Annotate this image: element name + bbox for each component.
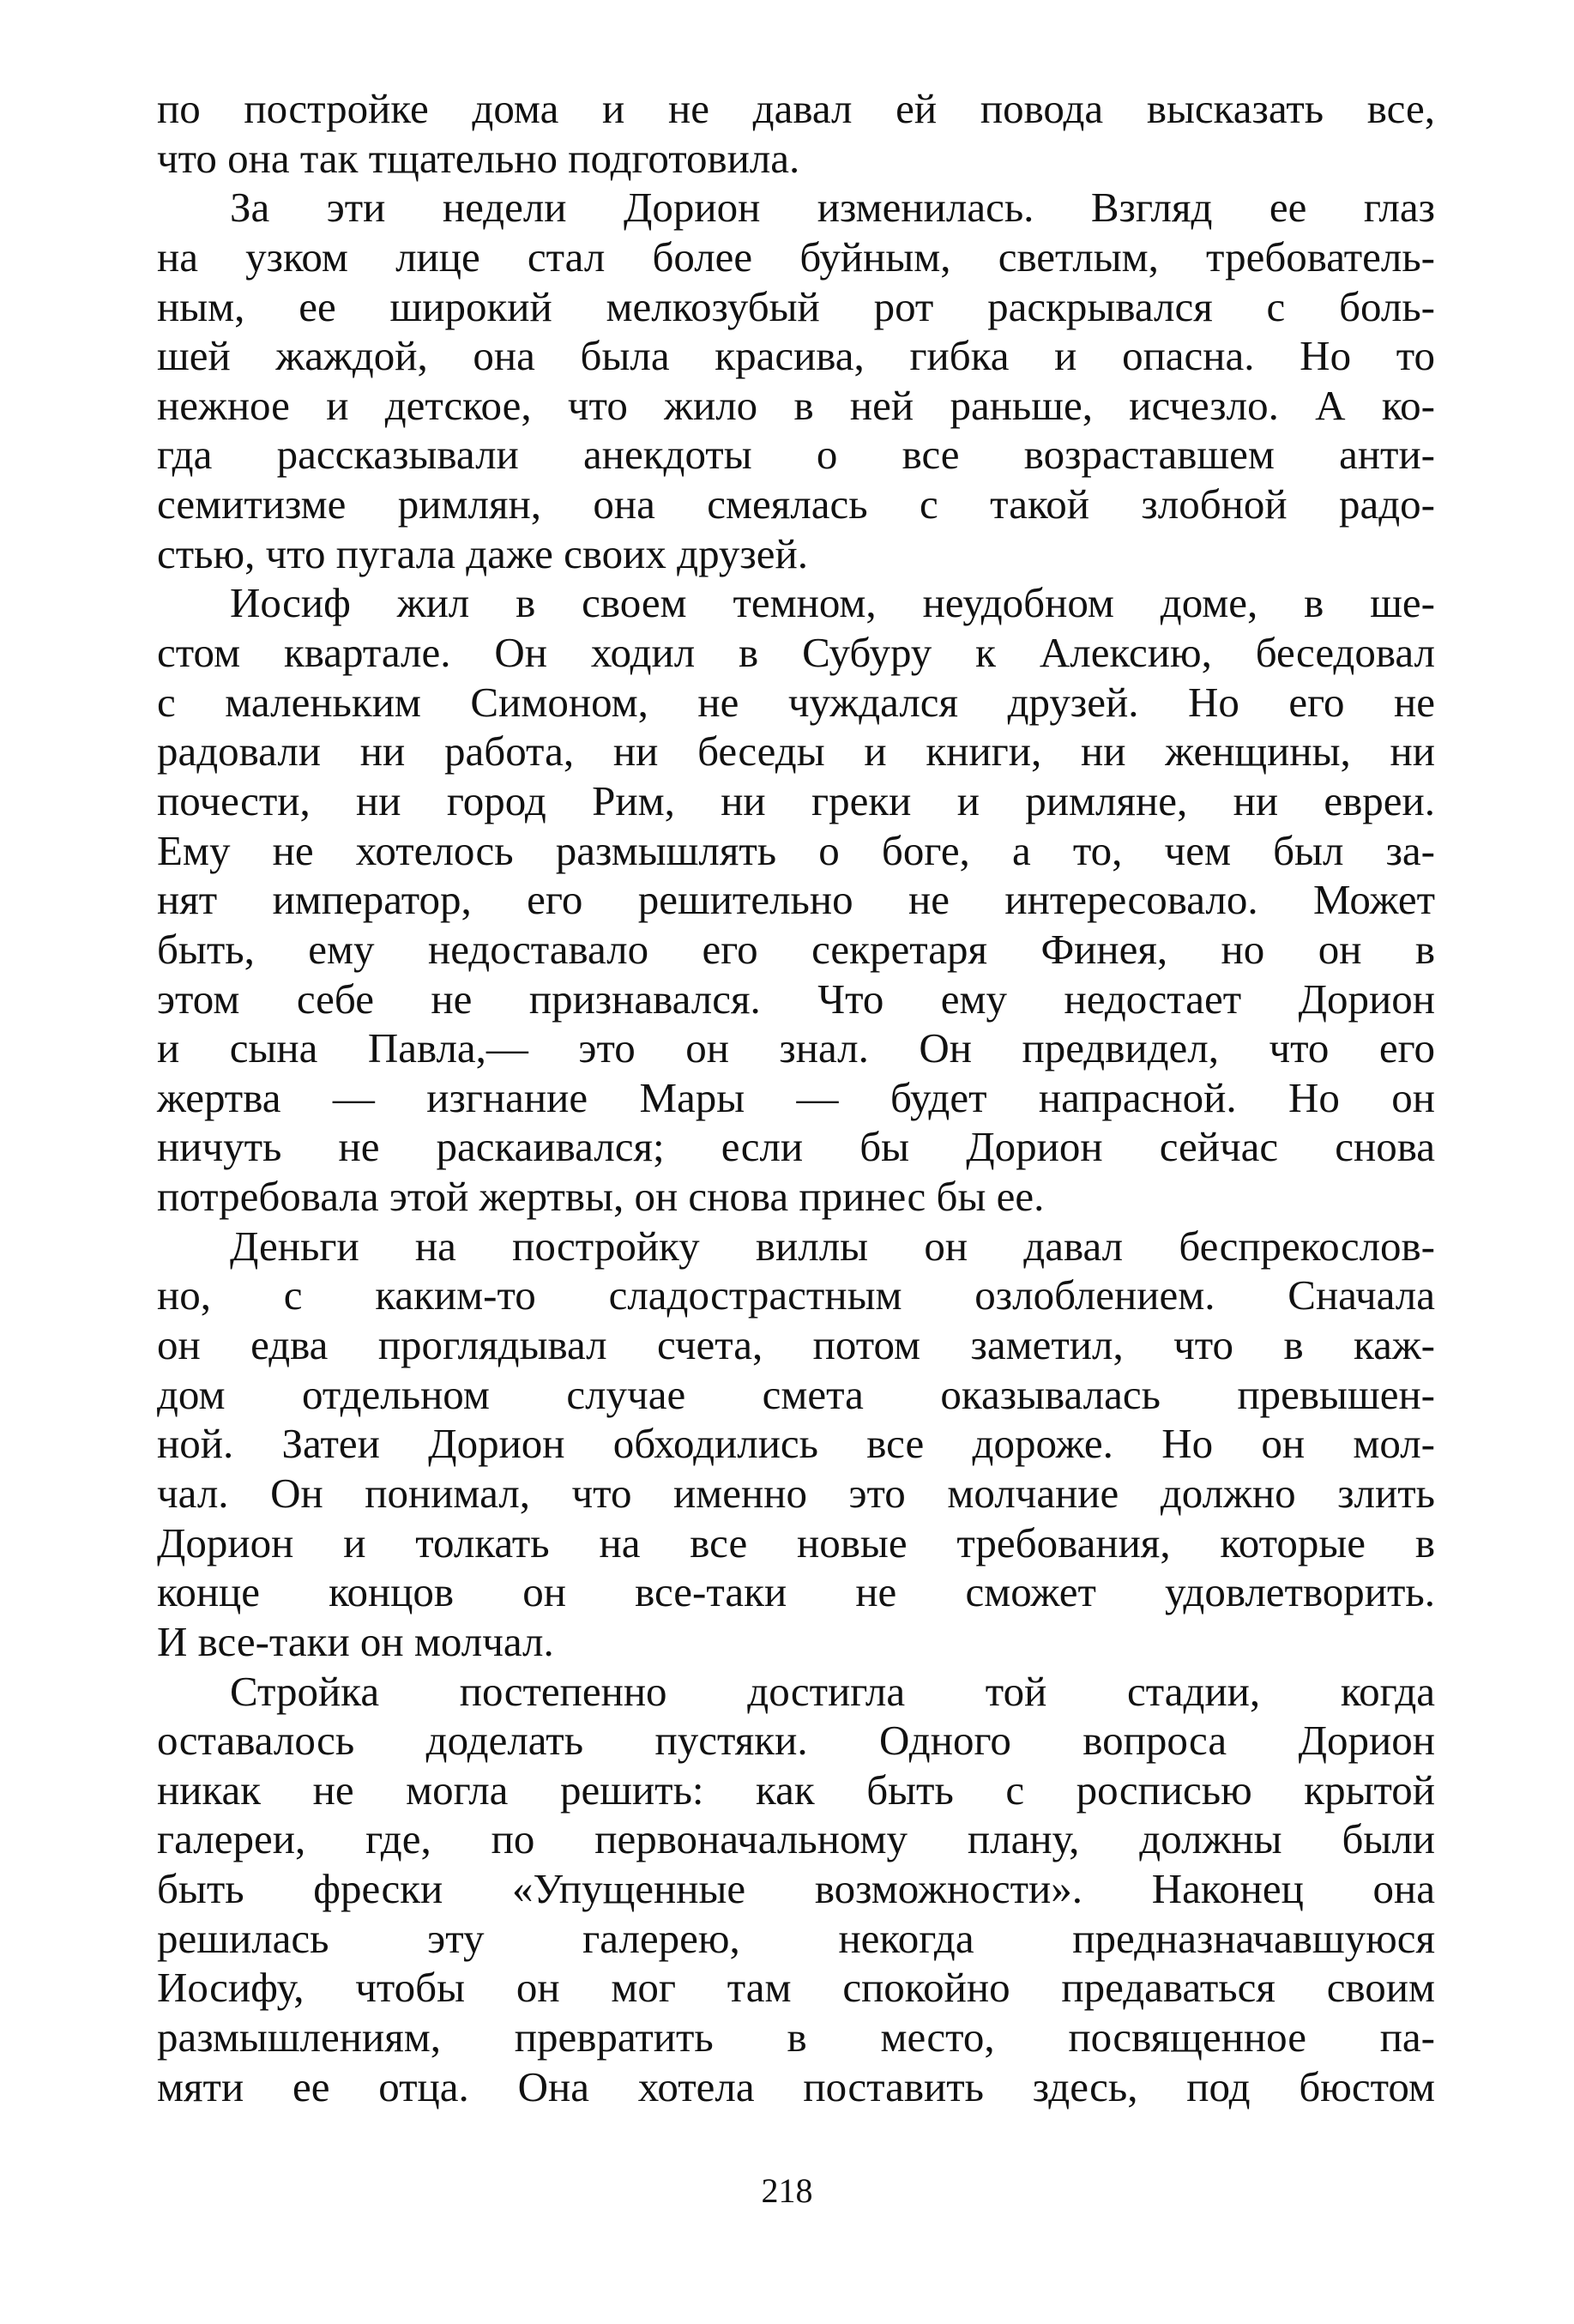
- text-line: он едва проглядывал счета, потом заметил, что в каж-: [157, 1321, 1435, 1369]
- text-line: И все-таки он молчал.: [157, 1617, 554, 1665]
- text-line: галереи, где, по первоначальному плану, должны были: [157, 1815, 1435, 1863]
- text-line: стью, что пугала даже своих друзей.: [157, 529, 808, 577]
- text-line: стом квартале. Он ходил в Субуру к Алексию, беседовал: [157, 629, 1435, 677]
- text-line: гда рассказывали анекдоты о все возраставшем анти-: [157, 431, 1435, 479]
- text-line: жертва — изгнание Мары — будет напрасной. Но он: [157, 1073, 1435, 1121]
- text-line: на узком лице стал более буйным, светлым, требователь-: [157, 232, 1435, 281]
- text-line: Иосифу, чтобы он мог там спокойно предаваться своим: [157, 1964, 1435, 2012]
- text-line: потребовала этой жертвы, он снова принес бы ее.: [157, 1173, 1045, 1221]
- text-line: Ему не хотелось размышлять о боге, а то, чем был за-: [157, 826, 1435, 874]
- text-line: чал. Он понимал, что именно это молчание должно злить: [157, 1469, 1435, 1517]
- text-line: дом отдельном случае смета оказывалась превышен-: [157, 1370, 1435, 1418]
- text-line: по постройке дома и не давал ей повода высказать все,: [157, 85, 1435, 132]
- text-line: Дорион и толкать на все новые требования, которые в: [157, 1518, 1435, 1566]
- text-line: семитизме римлян, она смеялась с такой злобной радо-: [157, 480, 1435, 528]
- text-line: нят император, его решительно не интересовало. Может: [157, 876, 1435, 924]
- text-line: и сына Павла,— это он знал. Он предвидел, что его: [157, 1024, 1435, 1072]
- page-number: 218: [761, 2171, 813, 2210]
- text-line: но, с каким-то сладострастным озлоблением. Сначала: [157, 1271, 1435, 1319]
- text-line: размышлениям, превратить в место, посвященное па-: [157, 2013, 1435, 2061]
- text-line: конце концов он все-таки не сможет удовлетворить.: [157, 1568, 1435, 1616]
- text-line: решилась эту галерею, некогда предназначавшуюся: [157, 1914, 1435, 1962]
- text-line: никак не могла решить: как быть с росписью крытой: [157, 1766, 1435, 1814]
- text-line: ничуть не раскаивался; если бы Дорион сейчас снова: [157, 1123, 1435, 1171]
- text-line: нежное и детское, что жило в ней раньше, исчезло. А ко-: [157, 381, 1435, 429]
- text-line: оставалось доделать пустяки. Одного вопроса Дорион: [157, 1717, 1435, 1765]
- text-line: быть фрески «Упущенные возможности». Наконец она: [157, 1865, 1435, 1913]
- text-line: быть, ему недоставало его секретаря Финея, но он в: [157, 925, 1435, 973]
- text-line: ной. Затеи Дорион обходились все дороже. Но он мол-: [157, 1420, 1435, 1468]
- text-line: шей жаждой, она была красива, гибка и опасна. Но то: [157, 332, 1435, 380]
- text-line: ным, ее широкий мелкозубый рот раскрывался с боль-: [157, 282, 1435, 330]
- body-text: [157, 84, 1435, 2111]
- text-line: почести, ни город Рим, ни греки и римляне, ни евреи.: [157, 776, 1435, 824]
- text-line: что она так тщательно подготовила.: [157, 134, 800, 182]
- text-line: этом себе не признавался. Что ему недостает Дорион: [157, 975, 1435, 1023]
- paragraph-first-line: Деньги на постройку виллы он давал беспрекослов-: [230, 1222, 1435, 1270]
- text-line: мяти ее отца. Она хотела поставить здесь, под бюстом: [157, 2062, 1435, 2110]
- paragraph-first-line: Иосиф жил в своем темном, неудобном доме, в ше-: [230, 579, 1435, 627]
- text-line: с маленьким Симоном, не чуждался друзей. Но его не: [157, 678, 1435, 726]
- paragraph-first-line: За эти недели Дорион изменилась. Взгляд ее глаз: [230, 184, 1435, 232]
- paragraph-first-line: Стройка постепенно достигла той стадии, когда: [230, 1667, 1435, 1715]
- text-line: радовали ни работа, ни беседы и книги, ни женщины, ни: [157, 727, 1435, 776]
